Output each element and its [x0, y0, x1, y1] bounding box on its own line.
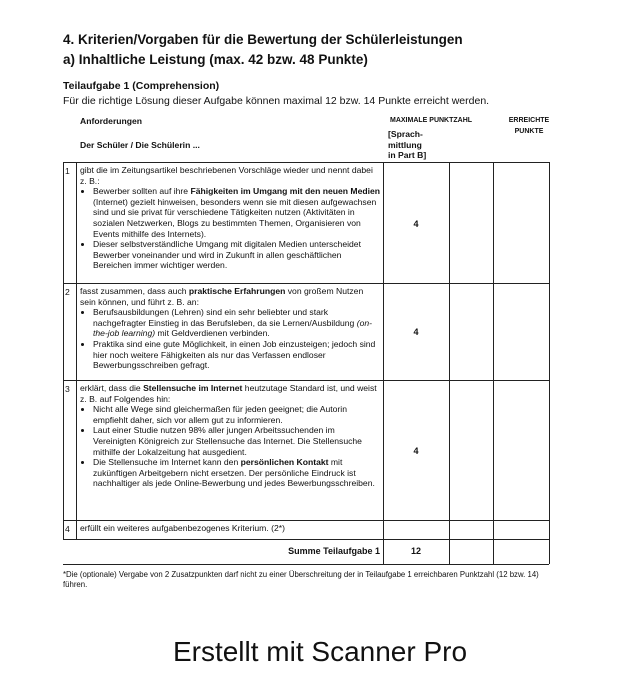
criterion-row-1 — [63, 163, 383, 283]
header-reached-points: ERREICHTE PUNKTE — [508, 117, 550, 135]
bullet: • Laut einer Studie nutzen 98% aller jungen Arbeitssuchenden im Vereinigten Königreich zur Stellensuche das Internet. Die Stellensuche mithilfe der Lokalzeitung hat ausgedient. — [93, 425, 380, 457]
row-number: 4 — [65, 524, 70, 534]
criterion-row-3 — [63, 381, 383, 520]
bullet: • Berufsausbildungen (Lehren) sind ein sehr beliebter und stark nachgefragter Einstieg in das Berufsleben, da sie Lernen/Ausbildung (on-the-job learning) mit Geldverdienen verbinden. — [93, 307, 380, 339]
sum-label: Summe Teilaufgabe 1 — [288, 546, 380, 556]
section-heading: 4. Kriterien/Vorgaben für die Bewertung der Schülerleistungen — [63, 32, 463, 47]
subtask-title: Teilaufgabe 1 (Comprehension) — [63, 80, 220, 92]
bullet: • Nicht alle Wege sind gleichermaßen für jeden geeignet; die Autorin empfiehlt daher, sich vor allem gut zu informieren. — [93, 404, 380, 425]
row-number: 1 — [65, 166, 70, 176]
criterion-row-2 — [63, 284, 383, 380]
row-number: 3 — [65, 384, 70, 394]
row-content: fasst zusammen, dass auch praktische Erfahrungen von großem Nutzen sein können, und führt z. B. an: • Berufsausbildungen (Lehren) sind ein sehr beliebter und stark nachgefragter Einstieg in das Berufsleben, da sie Lernen/Ausbildung (on-the-job learning) mit Geldverdienen verbinden. • Praktika sind eine gute Möglichkeit, in einen Job einzusteigen; jedoch sind hier noch weitere Fähigkeiten als nur das Verfassen endloser Bewerbungsschreiben gefragt. — [80, 286, 380, 371]
max-points-3: 4 — [413, 446, 419, 456]
header-max-points: MAXIMALE PUNKTZAHL — [390, 117, 473, 124]
scanner-watermark: Erstellt mit Scanner Pro — [172, 636, 468, 667]
max-points-2: 4 — [413, 327, 419, 337]
criteria-table — [63, 110, 585, 565]
criterion-row-4 — [63, 521, 383, 539]
header-max-note: [Sprach- mittlung in Part B] — [388, 129, 427, 160]
footnote: *Die (optionale) Vergabe von 2 Zusatzpunkten darf nicht zu einer Überschreitung der in Teilaufgabe 1 erreichbaren Punktzahl (12 bzw. 14) führen. — [63, 570, 539, 589]
header-student: Der Schüler / Die Schülerin ... — [80, 140, 200, 150]
header-requirements: Anforderungen — [80, 116, 143, 126]
row-number: 2 — [65, 287, 70, 297]
row-content: erfüllt ein weiteres aufgabenbezogenes Kriterium. (2*) — [80, 523, 285, 533]
sum-value: 12 — [410, 546, 421, 556]
bullet: • Die Stellensuche im Internet kann den persönlichen Kontakt mit zukünftigen Arbeitgebern nicht ersetzen. Der persönliche Eindruck ist nachhaltiger als jede Online-Bewerbung und jedes Bewerbungsschreiben. — [93, 457, 380, 489]
bullet: • Praktika sind eine gute Möglichkeit, in einen Job einzusteigen; jedoch sind hier noch weitere Fähigkeiten als nur das Verfassen endloser Bewerbungsschreiben gefragt. — [93, 339, 380, 371]
row-content: gibt die im Zeitungsartikel beschriebenen Vorschläge wieder und nennt dabei z. B.: • Bewerber sollten auf ihre Fähigkeiten im Umgang mit den neuen Medien (Internet) gezielt hinweisen, besonders wenn sie mit diesen aufgewachsen sind und sie privat für verschiedene Tätigkeiten nutzen (Aktivitäten in sozialen Netzwerken, Blogs zu bestimmten Themen, Organisieren von Events mithilfe des Internets). • Dieser selbstverständliche Umgang mit digitalen Medien unterscheidet Bewerber voneinander und wird in Zukunft in allen geschäftlichen Bereichen immer wichtiger werden. — [80, 165, 380, 271]
subsection-heading: a) Inhaltliche Leistung (max. 42 bzw. 48 Punkte) — [63, 52, 368, 67]
max-points-1: 4 — [413, 219, 419, 229]
subtask-intro: Für die richtige Lösung dieser Aufgabe können maximal 12 bzw. 14 Punkte erreicht werden. — [63, 95, 490, 107]
bullet: • Dieser selbstverständliche Umgang mit digitalen Medien unterscheidet Bewerber voneinander und wird in Zukunft in allen geschäftlichen Bereichen immer wichtiger werden. — [93, 239, 380, 271]
bullet: • Bewerber sollten auf ihre Fähigkeiten im Umgang mit den neuen Medien (Internet) gezielt hinweisen, besonders wenn sie mit diesen aufgewachsen sind und sie privat für verschiedene Tätigkeiten nutzen (Aktivitäten in sozialen Netzwerken, Blogs zu bestimmten Themen, Organisieren von Events mithilfe des Internets). — [93, 186, 380, 239]
row-content: erklärt, dass die Stellensuche im Internet heutzutage Standard ist, und weist z. B. auf Folgendes hin: • Nicht alle Wege sind gleichermaßen für jeden geeignet; die Autorin empfiehlt daher, sich vor allem gut zu informieren. • Laut einer Studie nutzen 98% aller jungen Arbeitssuchenden im Vereinigten Königreich zur Stellensuche das Internet. Die Stellensuche mithilfe der Lokalzeitung hat ausgedient. • Die Stellensuche im Internet kann den persönlichen Kontakt mit zukünftigen Arbeitgebern nicht ersetzen. Der persönliche Eindruck ist nachhaltiger als jede Online-Bewerbung und jedes Bewerbungsschreiben. — [80, 383, 380, 489]
